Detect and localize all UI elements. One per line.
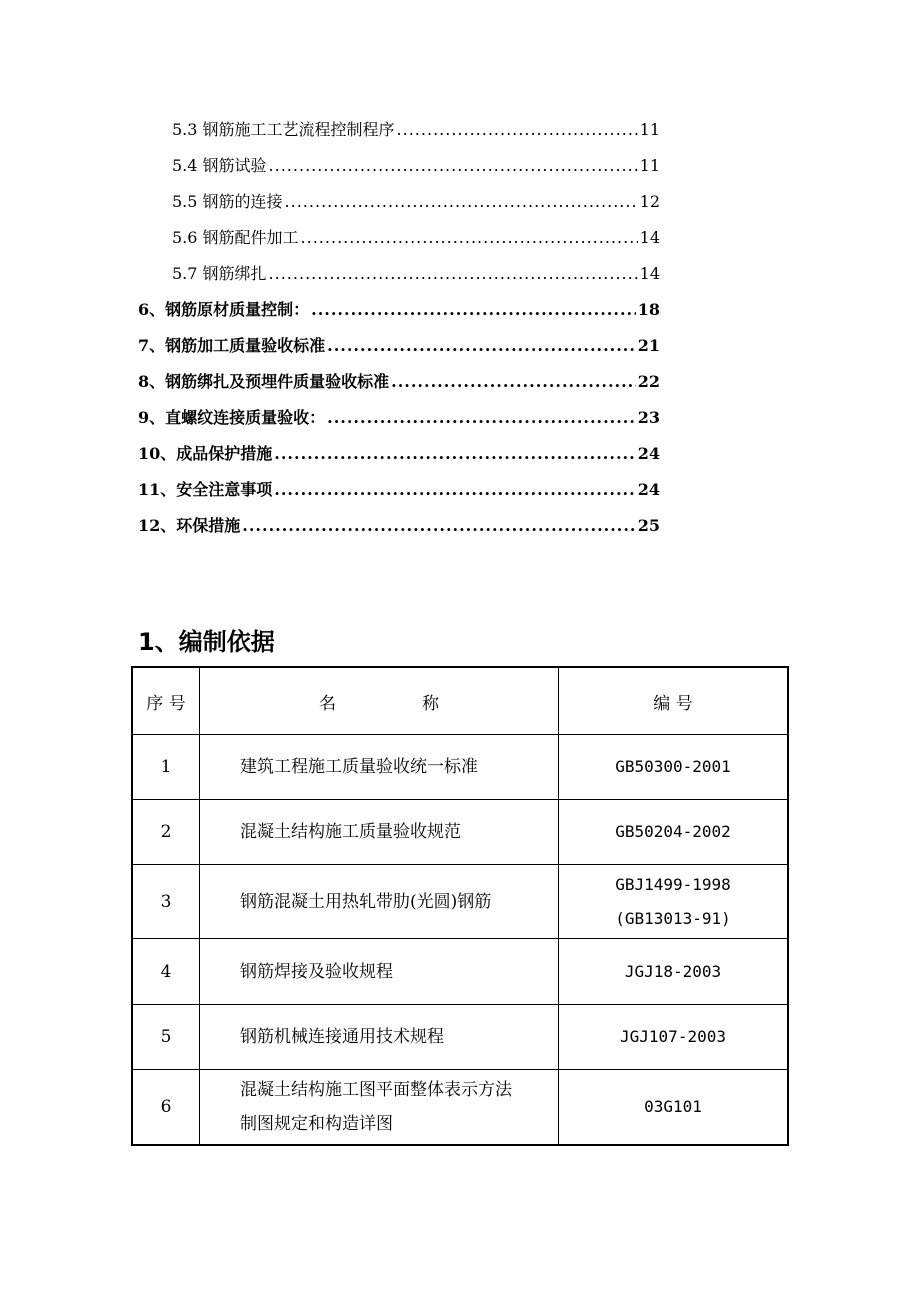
row-code: GB50300-2001 — [559, 735, 789, 800]
toc-item-label: 9、直螺纹连接质量验收： — [138, 408, 326, 427]
row-index: 1 — [132, 735, 200, 800]
row-name: 建筑工程施工质量验收统一标准 — [200, 735, 559, 800]
row-name — [200, 1070, 559, 1145]
toc-item[interactable] — [138, 334, 660, 358]
toc-leader-dots — [311, 298, 636, 322]
toc-item-page: 23 — [637, 408, 660, 427]
row-code: JGJ107-2003 — [559, 1005, 789, 1070]
toc-leader-dots — [242, 514, 635, 538]
toc-item[interactable] — [138, 478, 660, 502]
toc-item[interactable] — [138, 298, 660, 322]
toc-item-label: 5.7 钢筋绑扎 — [172, 264, 267, 283]
toc-item-label: 11、安全注意事项 — [138, 480, 273, 499]
toc-item-page: 25 — [637, 516, 660, 535]
table-row — [132, 800, 788, 865]
toc-item[interactable] — [138, 514, 660, 538]
toc-item-page: 14 — [639, 228, 660, 247]
toc-leader-dots — [269, 154, 638, 178]
toc-item-label: 10、成品保护措施 — [138, 444, 273, 463]
toc-item-page: 11 — [639, 120, 660, 139]
row-name: 钢筋焊接及验收规程 — [200, 939, 559, 1005]
row-index: 5 — [132, 1005, 200, 1070]
row-name-line: 制图规定和构造详图 — [240, 1113, 393, 1134]
table-row — [132, 1070, 788, 1145]
row-code: JGJ18-2003 — [559, 939, 789, 1005]
toc-item[interactable] — [172, 190, 660, 214]
row-index: 4 — [132, 939, 200, 1005]
table-row — [132, 865, 788, 939]
toc-item-label: 5.3 钢筋施工工艺流程控制程序 — [172, 120, 395, 139]
toc-item[interactable] — [172, 262, 660, 286]
toc-item-page: 14 — [639, 264, 660, 283]
toc-leader-dots — [391, 370, 636, 394]
reference-standards-table — [131, 666, 789, 1146]
table-row — [132, 939, 788, 1005]
toc-leader-dots — [285, 190, 638, 214]
row-code-line: (GB13013-91) — [615, 908, 731, 928]
toc-item[interactable] — [172, 226, 660, 250]
toc-item[interactable] — [138, 442, 660, 466]
row-index: 3 — [132, 865, 200, 939]
header-index: 序 号 — [132, 667, 200, 735]
toc-leader-dots — [327, 406, 636, 430]
toc-item-page: 22 — [637, 372, 660, 391]
toc-leader-dots — [274, 478, 635, 502]
toc-item-label: 7、钢筋加工质量验收标准 — [138, 336, 326, 355]
toc-item-label: 8、钢筋绑扎及预埋件质量验收标准 — [138, 372, 390, 391]
toc-item-page: 21 — [637, 336, 660, 355]
row-code-line: GBJ1499-1998 — [615, 874, 731, 894]
toc-item[interactable] — [172, 118, 660, 142]
row-name: 混凝土结构施工质量验收规范 — [200, 800, 559, 865]
table-row — [132, 735, 788, 800]
row-name-line: 混凝土结构施工图平面整体表示方法 — [240, 1079, 512, 1100]
toc-item[interactable] — [172, 154, 660, 178]
section-title: 1、编制依据 — [138, 628, 275, 656]
row-name: 钢筋机械连接通用技术规程 — [200, 1005, 559, 1070]
table-row — [132, 1005, 788, 1070]
toc-item-label: 12、环保措施 — [138, 516, 241, 535]
header-name-part: 名 — [319, 693, 336, 714]
toc-leader-dots — [274, 442, 635, 466]
header-code: 编 号 — [559, 667, 789, 735]
toc-item-label: 6、钢筋原材质量控制： — [138, 300, 310, 319]
toc-item-page: 24 — [637, 444, 660, 463]
row-code: GB50204-2002 — [559, 800, 789, 865]
toc-item-page: 11 — [639, 156, 660, 175]
row-index: 2 — [132, 800, 200, 865]
table-header-row — [132, 667, 788, 735]
row-code: 03G101 — [559, 1070, 789, 1145]
toc-leader-dots — [269, 262, 638, 286]
toc-leader-dots — [301, 226, 638, 250]
header-name — [200, 667, 559, 735]
toc-item[interactable] — [138, 370, 660, 394]
toc-item[interactable] — [138, 406, 660, 430]
toc-item-label: 5.5 钢筋的连接 — [172, 192, 283, 211]
toc-item-page: 24 — [637, 480, 660, 499]
toc-item-page: 12 — [639, 192, 660, 211]
header-name-part: 称 — [422, 693, 439, 714]
toc-leader-dots — [397, 118, 638, 142]
toc-item-label: 5.4 钢筋试验 — [172, 156, 267, 175]
row-index: 6 — [132, 1070, 200, 1145]
row-name: 钢筋混凝土用热轧带肋(光圆)钢筋 — [200, 865, 559, 939]
toc-item-page: 18 — [637, 300, 660, 319]
toc-item-label: 5.6 钢筋配件加工 — [172, 228, 299, 247]
toc-leader-dots — [327, 334, 636, 358]
row-code — [559, 865, 789, 939]
